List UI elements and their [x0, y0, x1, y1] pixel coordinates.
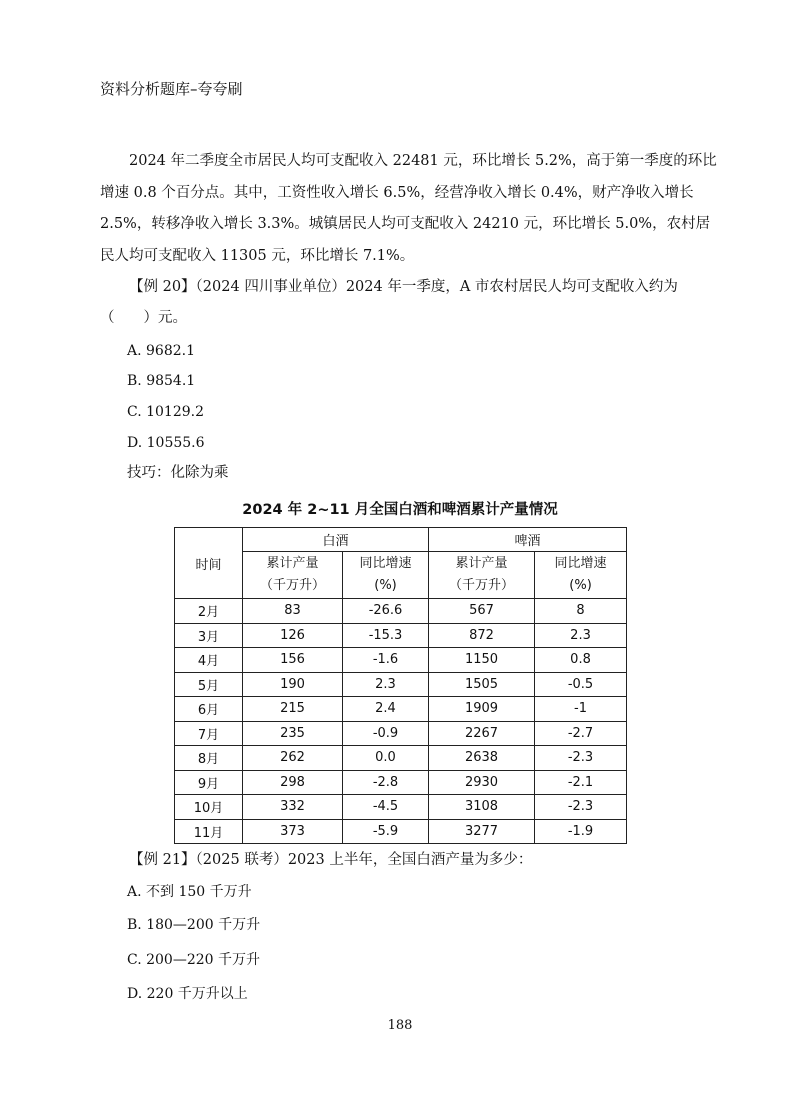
time-cell: 3月: [175, 623, 243, 648]
baijiu-growth-cell: -4.5: [343, 795, 429, 820]
baijiu-output-cell: 126: [243, 623, 343, 648]
table-row: [175, 746, 627, 771]
baijiu-growth-cell: -2.8: [343, 770, 429, 795]
q21-option-d: D. 220 千万升以上: [127, 986, 248, 1002]
beer-output-cell: 3108: [429, 795, 535, 820]
question-21-stem: 【例 21】（2025 联考）2023 上半年，全国白酒产量为多少：: [129, 852, 533, 868]
baijiu-output-cell: 83: [243, 599, 343, 624]
table-row: [175, 770, 627, 795]
beer-output-cell: 3277: [429, 819, 535, 844]
beer-growth-cell: 8: [535, 599, 627, 624]
table-row: [175, 819, 627, 844]
beer-growth-cell: -1.9: [535, 819, 627, 844]
page-header: 资料分析题库–夸夸刷: [100, 80, 243, 98]
beer-growth-cell: -2.3: [535, 746, 627, 771]
baijiu-growth-cell: -26.6: [343, 599, 429, 624]
beer-output-header: 累计产量 （千万升）: [429, 552, 535, 599]
time-cell: 4月: [175, 648, 243, 673]
time-cell: 2月: [175, 599, 243, 624]
table-row: [175, 648, 627, 673]
table-row: [175, 672, 627, 697]
baijiu-output-cell: 373: [243, 819, 343, 844]
baijiu-growth-cell: -5.9: [343, 819, 429, 844]
time-cell: 8月: [175, 746, 243, 771]
time-cell: 7月: [175, 721, 243, 746]
baijiu-output-cell: 332: [243, 795, 343, 820]
baijiu-output-header: 累计产量 （千万升）: [243, 552, 343, 599]
baijiu-output-cell: 298: [243, 770, 343, 795]
baijiu-growth-cell: -0.9: [343, 721, 429, 746]
q20-option-b: B. 9854.1: [127, 373, 196, 389]
baijiu-group-header: 白酒: [243, 528, 429, 552]
time-cell: 11月: [175, 819, 243, 844]
beer-growth-cell: -2.7: [535, 721, 627, 746]
material-passage: 2024 年二季度全市居民人均可支配收入 22481 元，环比增长 5.2%，高于第一季度的环比增速 0.8 个百分点。其中，工资性收入增长 6.5%，经营净收入增长 0.4%，财产净收入增长 2.5%，转移净收入增长 3.3%。城镇居民人均可支配收入 24210 元，环比增长 5.0%，农村居民人均可支配收入 11305 元，环比增长 7.1%。: [100, 153, 717, 264]
q20-option-a: A. 9682.1: [127, 343, 195, 359]
baijiu-growth-cell: 2.4: [343, 697, 429, 722]
beer-output-cell: 2930: [429, 770, 535, 795]
table-row: [175, 623, 627, 648]
beer-growth-cell: -1: [535, 697, 627, 722]
baijiu-output-cell: 215: [243, 697, 343, 722]
time-cell: 9月: [175, 770, 243, 795]
beer-output-cell: 1505: [429, 672, 535, 697]
beer-growth-header: 同比增速 (%): [535, 552, 627, 599]
beer-growth-cell: 2.3: [535, 623, 627, 648]
table-row: [175, 721, 627, 746]
beer-output-cell: 2267: [429, 721, 535, 746]
beer-growth-cell: 0.8: [535, 648, 627, 673]
baijiu-output-cell: 156: [243, 648, 343, 673]
beer-growth-cell: -2.3: [535, 795, 627, 820]
time-cell: 10月: [175, 795, 243, 820]
q20-tip: 技巧：化除为乘: [127, 465, 229, 481]
q21-option-a: A. 不到 150 千万升: [127, 884, 252, 900]
beer-output-cell: 1909: [429, 697, 535, 722]
baijiu-growth-header: 同比增速 (%): [343, 552, 429, 599]
table-row: [175, 795, 627, 820]
table-row: [175, 599, 627, 624]
beer-output-cell: 1150: [429, 648, 535, 673]
beer-group-header: 啤酒: [429, 528, 627, 552]
production-table: [174, 527, 627, 844]
q21-option-b: B. 180—200 千万升: [127, 917, 261, 933]
baijiu-growth-cell: 0.0: [343, 746, 429, 771]
page-number: 188: [387, 1018, 413, 1033]
q20-option-d: D. 10555.6: [127, 435, 205, 451]
baijiu-output-cell: 235: [243, 721, 343, 746]
time-cell: 5月: [175, 672, 243, 697]
baijiu-growth-cell: 2.3: [343, 672, 429, 697]
beer-output-cell: 2638: [429, 746, 535, 771]
baijiu-output-cell: 262: [243, 746, 343, 771]
beer-growth-cell: -2.1: [535, 770, 627, 795]
time-header: 时间: [175, 528, 243, 599]
q21-option-c: C. 200—220 千万升: [127, 952, 261, 968]
baijiu-growth-cell: -1.6: [343, 648, 429, 673]
table-row: [175, 697, 627, 722]
baijiu-output-cell: 190: [243, 672, 343, 697]
q20-option-c: C. 10129.2: [127, 404, 205, 420]
beer-output-cell: 567: [429, 599, 535, 624]
question-20-stem: 【例 20】（2024 四川事业单位）2024 年一季度，A 市农村居民人均可支配收入约为（ ）元。: [100, 279, 678, 326]
time-cell: 6月: [175, 697, 243, 722]
table-title: 2024 年 2~11 月全国白酒和啤酒累计产量情况: [242, 502, 558, 518]
baijiu-growth-cell: -15.3: [343, 623, 429, 648]
beer-growth-cell: -0.5: [535, 672, 627, 697]
beer-output-cell: 872: [429, 623, 535, 648]
